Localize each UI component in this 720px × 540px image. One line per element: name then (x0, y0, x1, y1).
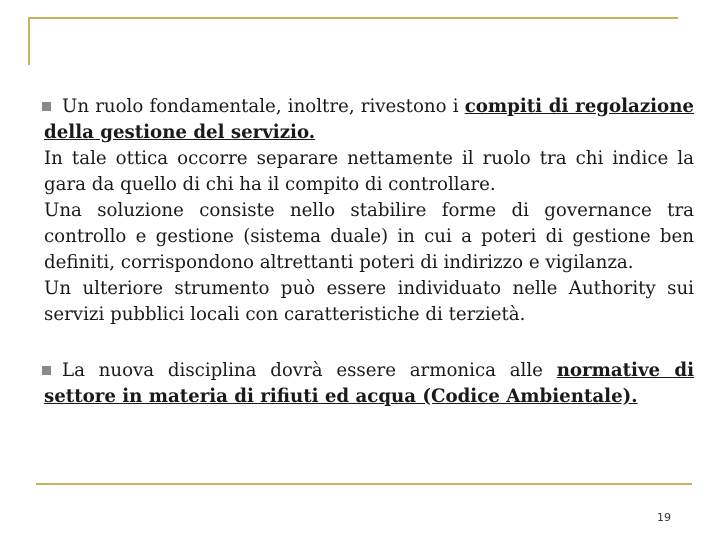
bullet-2-text: La nuova disciplina dovrà essere armonica alle (62, 360, 543, 381)
top-rule (28, 17, 678, 19)
left-rule (28, 17, 30, 65)
square-bullet-icon (42, 366, 51, 375)
paragraph-3: Un ulteriore strumento può essere individuato nelle Authority sui servizi pubblici locali con caratteristiche di terzietà. (44, 278, 694, 325)
slide-number: 19 (657, 511, 671, 524)
paragraph-1: In tale ottica occorre separare nettamente il ruolo tra chi indice la gara da quello di chi ha il compito di controllare. (44, 148, 694, 195)
bullet-2-highlight: normative di settore in materia di rifiuti ed acqua (Codice Ambientale). (44, 360, 694, 407)
bullet-paragraph-2 (44, 358, 694, 410)
bullet-1-highlight: compiti di regolazione della gestione del servizio. (44, 96, 694, 143)
paragraph-2: Una soluzione consiste nello stabilire forme di governance tra controllo e gestione (sistema duale) in cui a poteri di gestione ben definiti, corrispondono altrettanti poteri di indirizzo e vigilanza. (44, 200, 694, 273)
bullet-paragraph-1 (44, 94, 694, 146)
bottom-rule (36, 483, 692, 485)
bullet-1-text: Un ruolo fondamentale, inoltre, rivestono i (62, 96, 459, 117)
slide-body (44, 94, 694, 410)
square-bullet-icon (42, 102, 51, 111)
